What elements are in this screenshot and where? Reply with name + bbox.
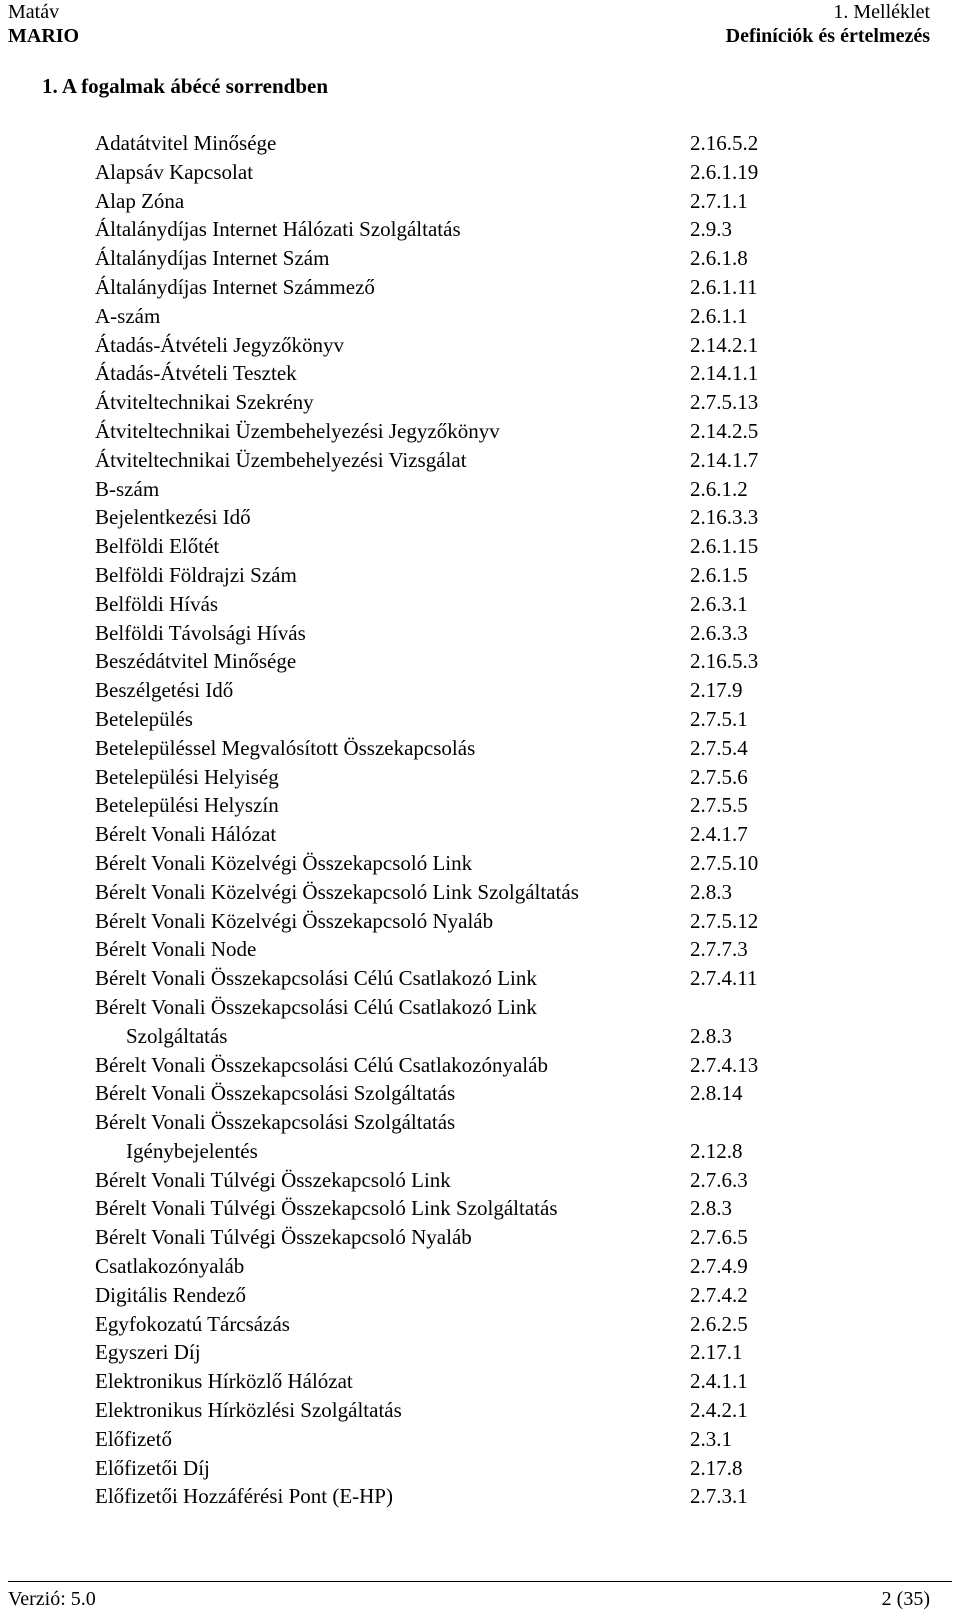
entry-term: Bejelentkezési Idő	[95, 505, 251, 530]
entry-reference: 2.6.2.5	[690, 1311, 748, 1336]
entry-reference: 2.17.1	[690, 1340, 743, 1365]
entry-term: Bérelt Vonali Összekapcsolási Szolgáltatás	[95, 1110, 456, 1135]
list-item	[95, 244, 935, 273]
entry-reference: 2.16.5.2	[690, 131, 759, 155]
entry-reference: 2.12.8	[690, 1138, 743, 1163]
entry-reference: 2.17.8	[690, 1455, 743, 1480]
list-item	[95, 1454, 935, 1483]
header-annex: 1. Melléklet	[833, 1, 930, 23]
entry-term: Beszélgetési Idő	[95, 678, 234, 703]
list-item	[95, 676, 935, 705]
entry-term: Bérelt Vonali Összekapcsolási Célú Csatlakozó Link	[95, 994, 537, 1019]
entry-term: Átviteltechnikai Szekrény	[95, 390, 314, 415]
list-item	[95, 907, 935, 936]
entry-reference: 2.7.6.5	[690, 1225, 748, 1250]
entry-term: Digitális Rendező	[95, 1282, 247, 1307]
list-item	[95, 273, 935, 302]
entry-term: Alapsáv Kapcsolat	[95, 159, 254, 184]
list-item	[95, 590, 935, 619]
entry-term: Átviteltechnikai Üzembehelyezési Jegyzőkönyv	[95, 418, 500, 443]
entry-reference: 2.9.3	[690, 217, 732, 242]
entry-reference: 2.7.3.1	[690, 1484, 748, 1509]
entry-reference: 2.4.1.7	[690, 822, 748, 847]
list-item	[95, 446, 935, 475]
entry-reference: 2.8.3	[690, 879, 732, 904]
entry-term: Belföldi Előtét	[95, 534, 220, 559]
header-left	[8, 0, 79, 48]
list-item	[95, 331, 935, 360]
list-item	[95, 1166, 935, 1195]
entry-term: Belföldi Távolsági Hívás	[95, 620, 306, 645]
entry-reference: 2.14.1.1	[690, 361, 759, 386]
entry-term: Előfizetői Hozzáférési Pont (E-HP)	[95, 1484, 393, 1509]
list-item	[95, 158, 935, 187]
entry-reference: 2.7.5.12	[690, 908, 759, 933]
entry-term: Betelepülés	[95, 706, 193, 731]
entry-reference: 2.7.4.9	[690, 1254, 748, 1279]
list-item	[95, 1108, 935, 1137]
entry-reference: 2.6.1.2	[690, 476, 748, 501]
entry-term: Betelepüléssel Megvalósított Összekapcsolás	[95, 735, 476, 760]
list-item	[95, 1482, 935, 1511]
entry-term: Bérelt Vonali Node	[95, 937, 257, 962]
list-item	[95, 1367, 935, 1396]
entry-reference: 2.7.4.2	[690, 1282, 748, 1307]
header-right	[726, 0, 930, 48]
header-project: MARIO	[8, 25, 80, 47]
list-item	[95, 503, 935, 532]
entry-reference: 2.4.2.1	[690, 1398, 748, 1423]
entry-term: Általánydíjas Internet Számmező	[95, 274, 375, 299]
entry-reference: 2.14.1.7	[690, 447, 759, 472]
list-item	[95, 849, 935, 878]
list-item	[95, 734, 935, 763]
list-item	[95, 417, 935, 446]
entry-term: Igénybejelentés	[126, 1138, 258, 1163]
list-item	[95, 763, 935, 792]
entry-term: Beszédátvitel Minősége	[95, 649, 297, 674]
entry-reference: 2.8.3	[690, 1196, 732, 1221]
list-item	[95, 647, 935, 676]
footer-version: Verzió: 5.0	[8, 1588, 96, 1610]
list-item	[95, 1396, 935, 1425]
entry-term: Bérelt Vonali Közelvégi Összekapcsoló Link Szolgáltatás	[95, 879, 579, 904]
footer-page-number: 2 (35)	[881, 1588, 930, 1610]
list-item	[95, 964, 935, 993]
entry-reference: 2.8.14	[690, 1081, 743, 1106]
entry-reference: 2.6.3.3	[690, 620, 748, 645]
entry-term: Előfizetői Díj	[95, 1455, 210, 1480]
header-company: Matáv	[8, 1, 60, 23]
list-item	[95, 129, 935, 158]
entry-reference: 2.6.3.1	[690, 591, 748, 616]
page-heading: 1. A fogalmak ábécé sorrendben	[42, 74, 329, 98]
entry-reference: 2.7.5.6	[690, 764, 748, 789]
entry-reference: 2.6.1.1	[690, 303, 748, 328]
entry-term: Belföldi Földrajzi Szám	[95, 562, 297, 587]
glossary-list	[95, 129, 935, 1511]
entry-term: Általánydíjas Internet Szám	[95, 246, 330, 271]
entry-term: Előfizető	[95, 1426, 172, 1451]
entry-term: Bérelt Vonali Túlvégi Összekapcsoló Nyaláb	[95, 1225, 472, 1250]
list-item	[95, 302, 935, 331]
list-item	[95, 705, 935, 734]
list-item	[95, 1079, 935, 1108]
list-item	[95, 1425, 935, 1454]
list-item	[95, 359, 935, 388]
entry-term: Betelepülési Helyiség	[95, 764, 279, 789]
entry-term: Egyfokozatú Tárcsázás	[95, 1311, 290, 1336]
entry-reference: 2.7.5.5	[690, 793, 748, 818]
entry-term: Átviteltechnikai Üzembehelyezési Vizsgálat	[95, 447, 467, 472]
entry-term: Betelepülési Helyszín	[95, 793, 279, 818]
entry-term: Bérelt Vonali Túlvégi Összekapcsoló Link Szolgáltatás	[95, 1196, 558, 1221]
list-item	[95, 791, 935, 820]
list-item	[95, 878, 935, 907]
list-item	[95, 820, 935, 849]
entry-term: A-szám	[95, 303, 161, 328]
list-item	[95, 475, 935, 504]
entry-reference: 2.14.2.1	[690, 332, 759, 357]
entry-term: Belföldi Hívás	[95, 591, 219, 616]
entry-reference: 2.6.1.8	[690, 246, 748, 271]
entry-reference: 2.8.3	[690, 1023, 732, 1048]
entry-term: Bérelt Vonali Összekapcsolási Szolgáltatás	[95, 1081, 456, 1106]
list-item	[95, 1310, 935, 1339]
entry-term: Bérelt Vonali Összekapcsolási Célú Csatlakozó Link	[95, 966, 537, 991]
entry-term: Bérelt Vonali Hálózat	[95, 822, 277, 847]
entry-term: Elektronikus Hírközlési Szolgáltatás	[95, 1398, 402, 1423]
entry-reference: 2.6.1.5	[690, 562, 748, 587]
list-item	[95, 1252, 935, 1281]
entry-reference: 2.4.1.1	[690, 1369, 748, 1394]
list-item	[95, 935, 935, 964]
entry-reference: 2.7.5.13	[690, 390, 759, 415]
entry-term: Bérelt Vonali Közelvégi Összekapcsoló Link	[95, 850, 473, 875]
entry-reference: 2.6.1.15	[690, 534, 759, 559]
entry-reference: 2.7.4.11	[690, 966, 758, 991]
entry-reference: 2.14.2.5	[690, 418, 759, 443]
entry-reference: 2.17.9	[690, 678, 743, 703]
list-item	[95, 187, 935, 216]
list-item	[95, 532, 935, 561]
entry-term: Alap Zóna	[95, 188, 185, 213]
entry-term: Egyszeri Díj	[95, 1340, 201, 1365]
entry-reference: 2.7.6.3	[690, 1167, 748, 1192]
entry-term: Bérelt Vonali Túlvégi Összekapcsoló Link	[95, 1167, 451, 1192]
list-item	[95, 561, 935, 590]
entry-term: Csatlakozónyaláb	[95, 1254, 245, 1279]
entry-reference: 2.7.1.1	[690, 188, 748, 213]
list-item	[95, 1338, 935, 1367]
entry-reference: 2.6.1.11	[690, 274, 758, 299]
entry-reference: 2.3.1	[690, 1426, 732, 1451]
entry-reference: 2.7.5.10	[690, 850, 759, 875]
list-item	[95, 215, 935, 244]
entry-term: B-szám	[95, 476, 160, 501]
list-item	[95, 993, 935, 1022]
entry-reference: 2.16.5.3	[690, 649, 759, 674]
entry-term: Átadás-Átvételi Jegyzőkönyv	[95, 332, 345, 357]
list-item	[95, 1022, 935, 1051]
entry-reference: 2.6.1.19	[690, 159, 759, 184]
list-item	[95, 619, 935, 648]
footer-divider	[8, 1581, 952, 1582]
list-item	[95, 1281, 935, 1310]
list-item	[95, 1137, 935, 1166]
entry-term: Bérelt Vonali Összekapcsolási Célú Csatlakozónyaláb	[95, 1052, 548, 1077]
entry-term: Elektronikus Hírközlő Hálózat	[95, 1369, 353, 1394]
entry-term: Adatátvitel Minősége	[95, 131, 277, 155]
header-section-title: Definíciók és értelmezés	[725, 25, 930, 47]
entry-term: Általánydíjas Internet Hálózati Szolgáltatás	[95, 217, 461, 242]
list-item	[95, 1051, 935, 1080]
entry-term: Bérelt Vonali Közelvégi Összekapcsoló Nyaláb	[95, 908, 494, 933]
entry-term: Szolgáltatás	[126, 1023, 228, 1048]
entry-term: Átadás-Átvételi Tesztek	[95, 361, 297, 386]
list-item	[95, 388, 935, 417]
entry-reference: 2.7.4.13	[690, 1052, 759, 1077]
entry-reference: 2.7.5.4	[690, 735, 748, 760]
entry-reference: 2.7.7.3	[690, 937, 748, 962]
list-item	[95, 1223, 935, 1252]
entry-reference: 2.7.5.1	[690, 706, 748, 731]
list-item	[95, 1194, 935, 1223]
entry-reference: 2.16.3.3	[690, 505, 759, 530]
